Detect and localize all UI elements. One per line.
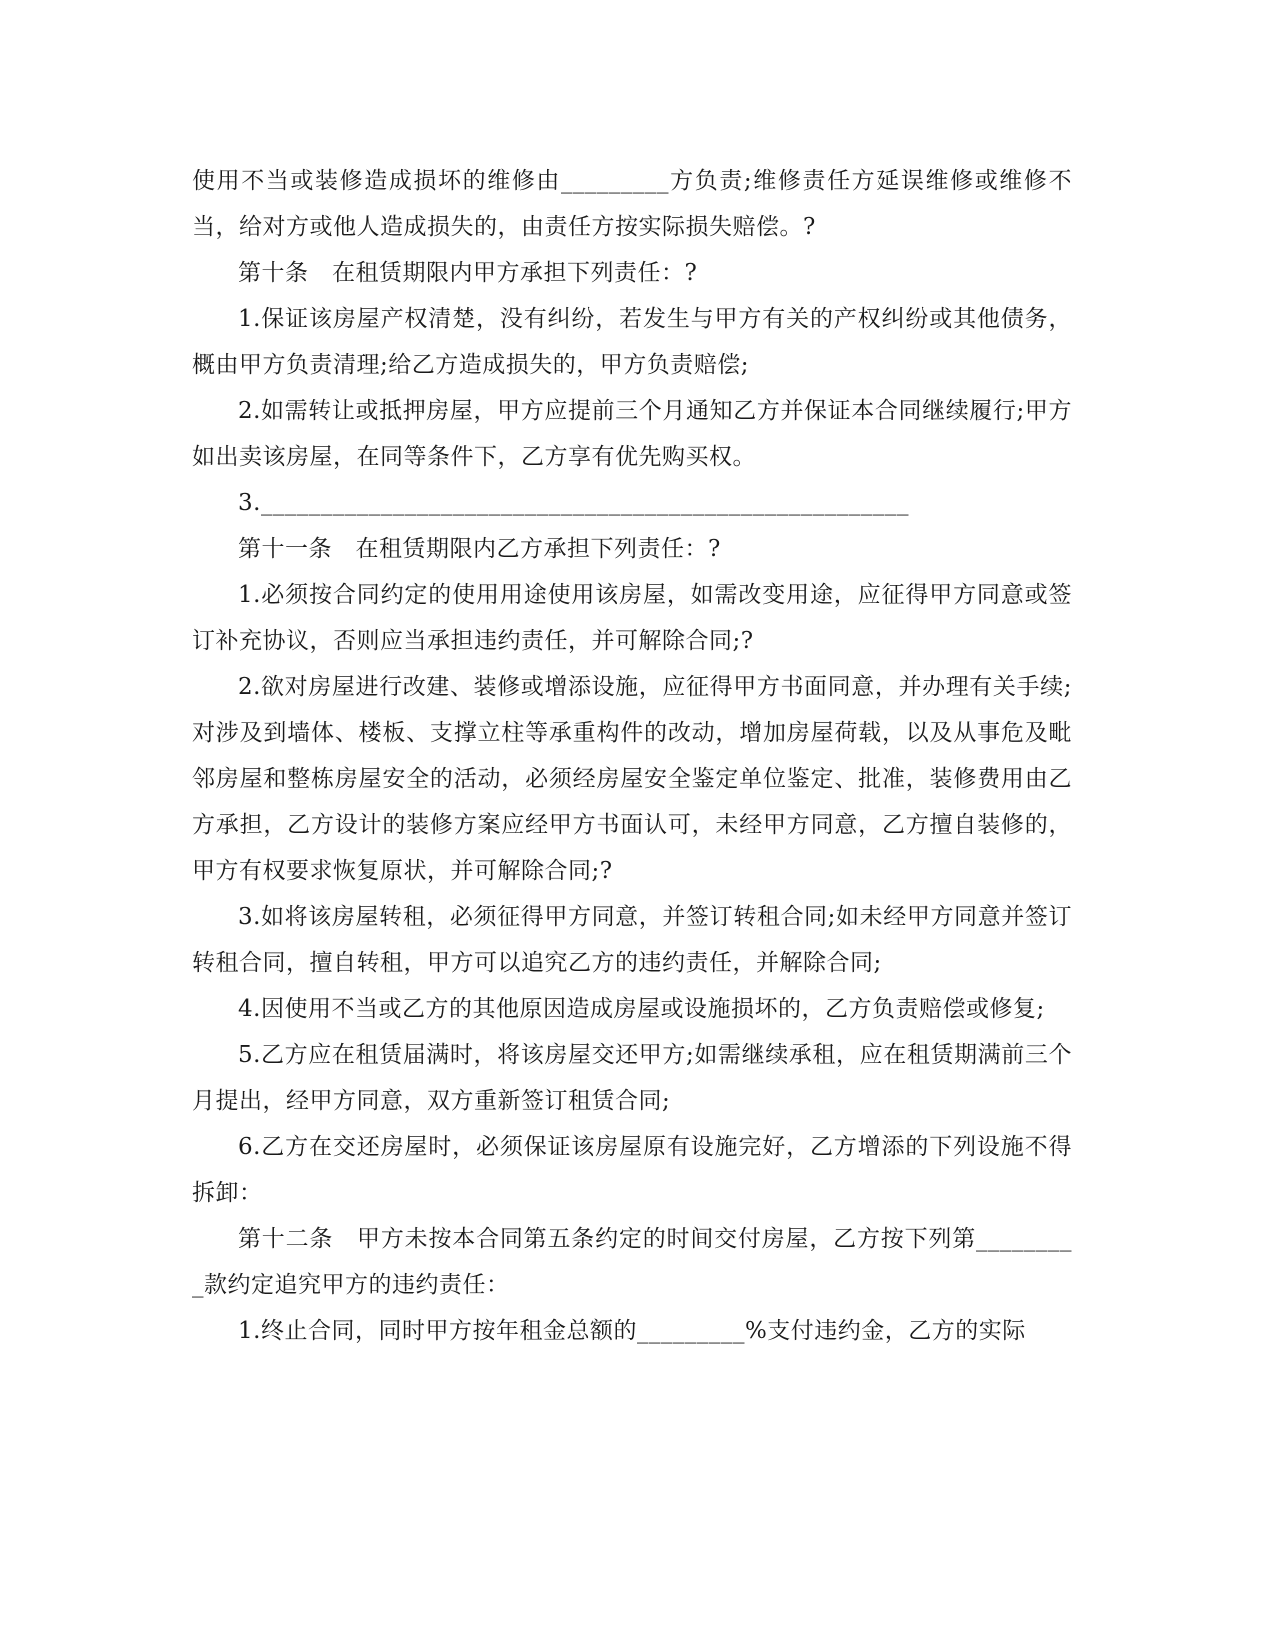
article-10-item-1: 1.保证该房屋产权清楚，没有纠纷，若发生与甲方有关的产权纠纷或其他债务，概由甲方负责清理;给乙方造成损失的，甲方负责赔偿;: [192, 306, 1072, 378]
article-10-item-3: 3.______________________________________________________: [238, 490, 909, 516]
article-11-heading: 第十一条 在租赁期限内乙方承担下列责任：?: [238, 536, 721, 562]
article-10-item-2: 2.如需转让或抵押房屋，甲方应提前三个月通知乙方并保证本合同继续履行;甲方如出卖该房屋，在同等条件下，乙方享有优先购买权。: [192, 398, 1072, 470]
article-11-item-1: 1.必须按合同约定的使用用途使用该房屋，如需改变用途，应征得甲方同意或签订补充协议，否则应当承担违约责任，并可解除合同;?: [192, 582, 1072, 654]
article-12-heading: 第十二条 甲方未按本合同第五条约定的时间交付房屋，乙方按下列第_________款约定追究甲方的违约责任：: [192, 1226, 1072, 1298]
paragraph-repair-responsibility: 使用不当或装修造成损坏的维修由_________方负责;维修责任方延误维修或维修不当，给对方或他人造成损失的，由责任方按实际损失赔偿。?: [192, 168, 1072, 240]
article-12-item-1: 1.终止合同，同时甲方按年租金总额的_________%支付违约金，乙方的实际: [238, 1318, 1026, 1344]
document-body: [192, 158, 1072, 1354]
article-11-item-2: 2.欲对房屋进行改建、装修或增添设施，应征得甲方书面同意，并办理有关手续;对涉及到墙体、楼板、支撑立柱等承重构件的改动，增加房屋荷载，以及从事危及毗邻房屋和整栋房屋安全的活动，必须经房屋安全鉴定单位鉴定、批准，装修费用由乙方承担，乙方设计的装修方案应经甲方书面认可，未经甲方同意，乙方擅自装修的，甲方有权要求恢复原状，并可解除合同;?: [192, 674, 1072, 884]
article-11-item-6: 6.乙方在交还房屋时，必须保证该房屋原有设施完好，乙方增添的下列设施不得拆卸：: [192, 1134, 1072, 1206]
article-11-item-3: 3.如将该房屋转租，必须征得甲方同意，并签订转租合同;如未经甲方同意并签订转租合同，擅自转租，甲方可以追究乙方的违约责任，并解除合同;: [192, 904, 1072, 976]
article-10-heading: 第十条 在租赁期限内甲方承担下列责任：?: [238, 260, 698, 286]
article-11-item-4: 4.因使用不当或乙方的其他原因造成房屋或设施损坏的，乙方负责赔偿或修复;: [238, 996, 1045, 1022]
article-11-item-5: 5.乙方应在租赁届满时，将该房屋交还甲方;如需继续承租，应在租赁期满前三个月提出，经甲方同意，双方重新签订租赁合同;: [192, 1042, 1072, 1114]
